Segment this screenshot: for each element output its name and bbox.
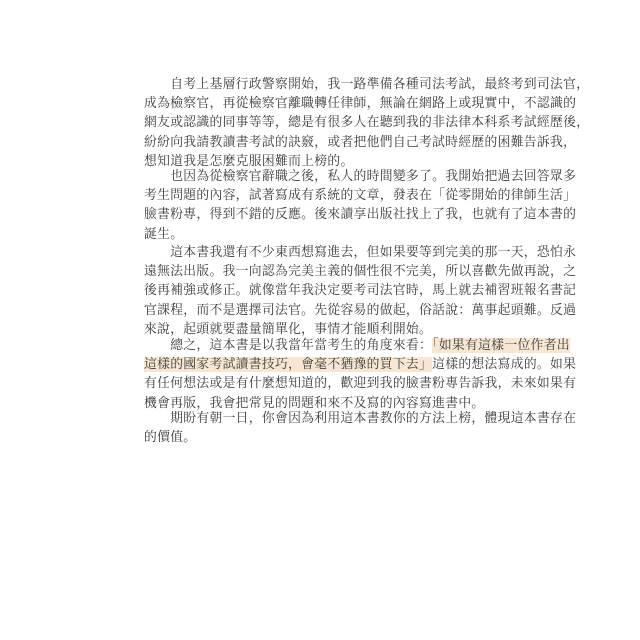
paragraph-4	[144, 336, 577, 413]
text-line: 誕生。	[144, 226, 184, 242]
text-line: 的價值。	[144, 430, 197, 446]
text-line: 來說，起頭就要盡量簡單化，事情才能順利開始。	[144, 321, 433, 337]
text-line: 也因為從檢察官辭職之後，私人的時間變多了。我開始把過去回答眾多	[144, 169, 577, 184]
text-line: 成為檢察官，再從檢察官離職轉任律師，無論在網路上或現實中，不認識的	[144, 96, 577, 112]
text-segment: 這樣的想法寫成的。如果	[432, 357, 577, 373]
highlighted-quote: 這樣的國家考試讀書技巧，會毫不猶豫的買下去」	[144, 357, 433, 373]
text-line: 網友或認識的同事等等，總是有很多人在聽到我的非法律本科系考試經歷後，	[144, 115, 590, 131]
text-line: 有任何想法或是有什麼想知道的，歡迎到我的臉書粉專告訴我，未來如果有	[144, 376, 577, 392]
text-line: 紛紛向我請教讀書考試的訣竅，或者把他們自己考試時經歷的困難告訴我，	[144, 134, 577, 150]
paragraph-2	[144, 167, 577, 244]
text-line: 後再補強或修正。就像當年我決定要考司法官時，馬上就去補習班報名書記	[144, 283, 577, 299]
text-segment: 總之，這本書是以我當年當考生的角度來看：	[144, 338, 433, 353]
text-line: 這本書我還有不少東西想寫進去，但如果要等到完美的那一天，恐怕永	[144, 245, 577, 260]
text-line: 遠無法出版。我一向認為完美主義的個性很不完美，所以喜歡先做再說，之	[144, 264, 577, 280]
text-line	[144, 355, 577, 374]
text-line	[144, 336, 570, 355]
text-line: 臉書粉專，得到不錯的反應。後來讀享出版社找上了我，也就有了這本書的	[144, 207, 577, 223]
text-line: 自考上基層行政警察開始，我一路準備各種司法考試，最終考到司法官，	[144, 77, 590, 92]
paragraph-3	[144, 243, 577, 339]
paragraph-1	[144, 75, 590, 171]
text-line: 期盼有朝一日，你會因為利用這本書教你的方法上榜，體現這本書存在	[144, 411, 577, 426]
text-line: 想知道我是怎麼克服困難而上榜的。	[144, 153, 354, 169]
highlighted-quote: 「如果有這樣一位作者出	[432, 338, 570, 353]
text-line: 官課程，而不是選擇司法官。先從容易的做起，俗話說：萬事起頭難。反過	[144, 302, 577, 318]
text-line: 考生問題的內容，試著寫成有系統的文章，發表在「從零開始的律師生活」	[144, 188, 577, 204]
text-line: 機會再版，我會把常見的問題和來不及寫的內容寫進書中。	[144, 395, 485, 411]
paragraph-5	[144, 409, 577, 447]
